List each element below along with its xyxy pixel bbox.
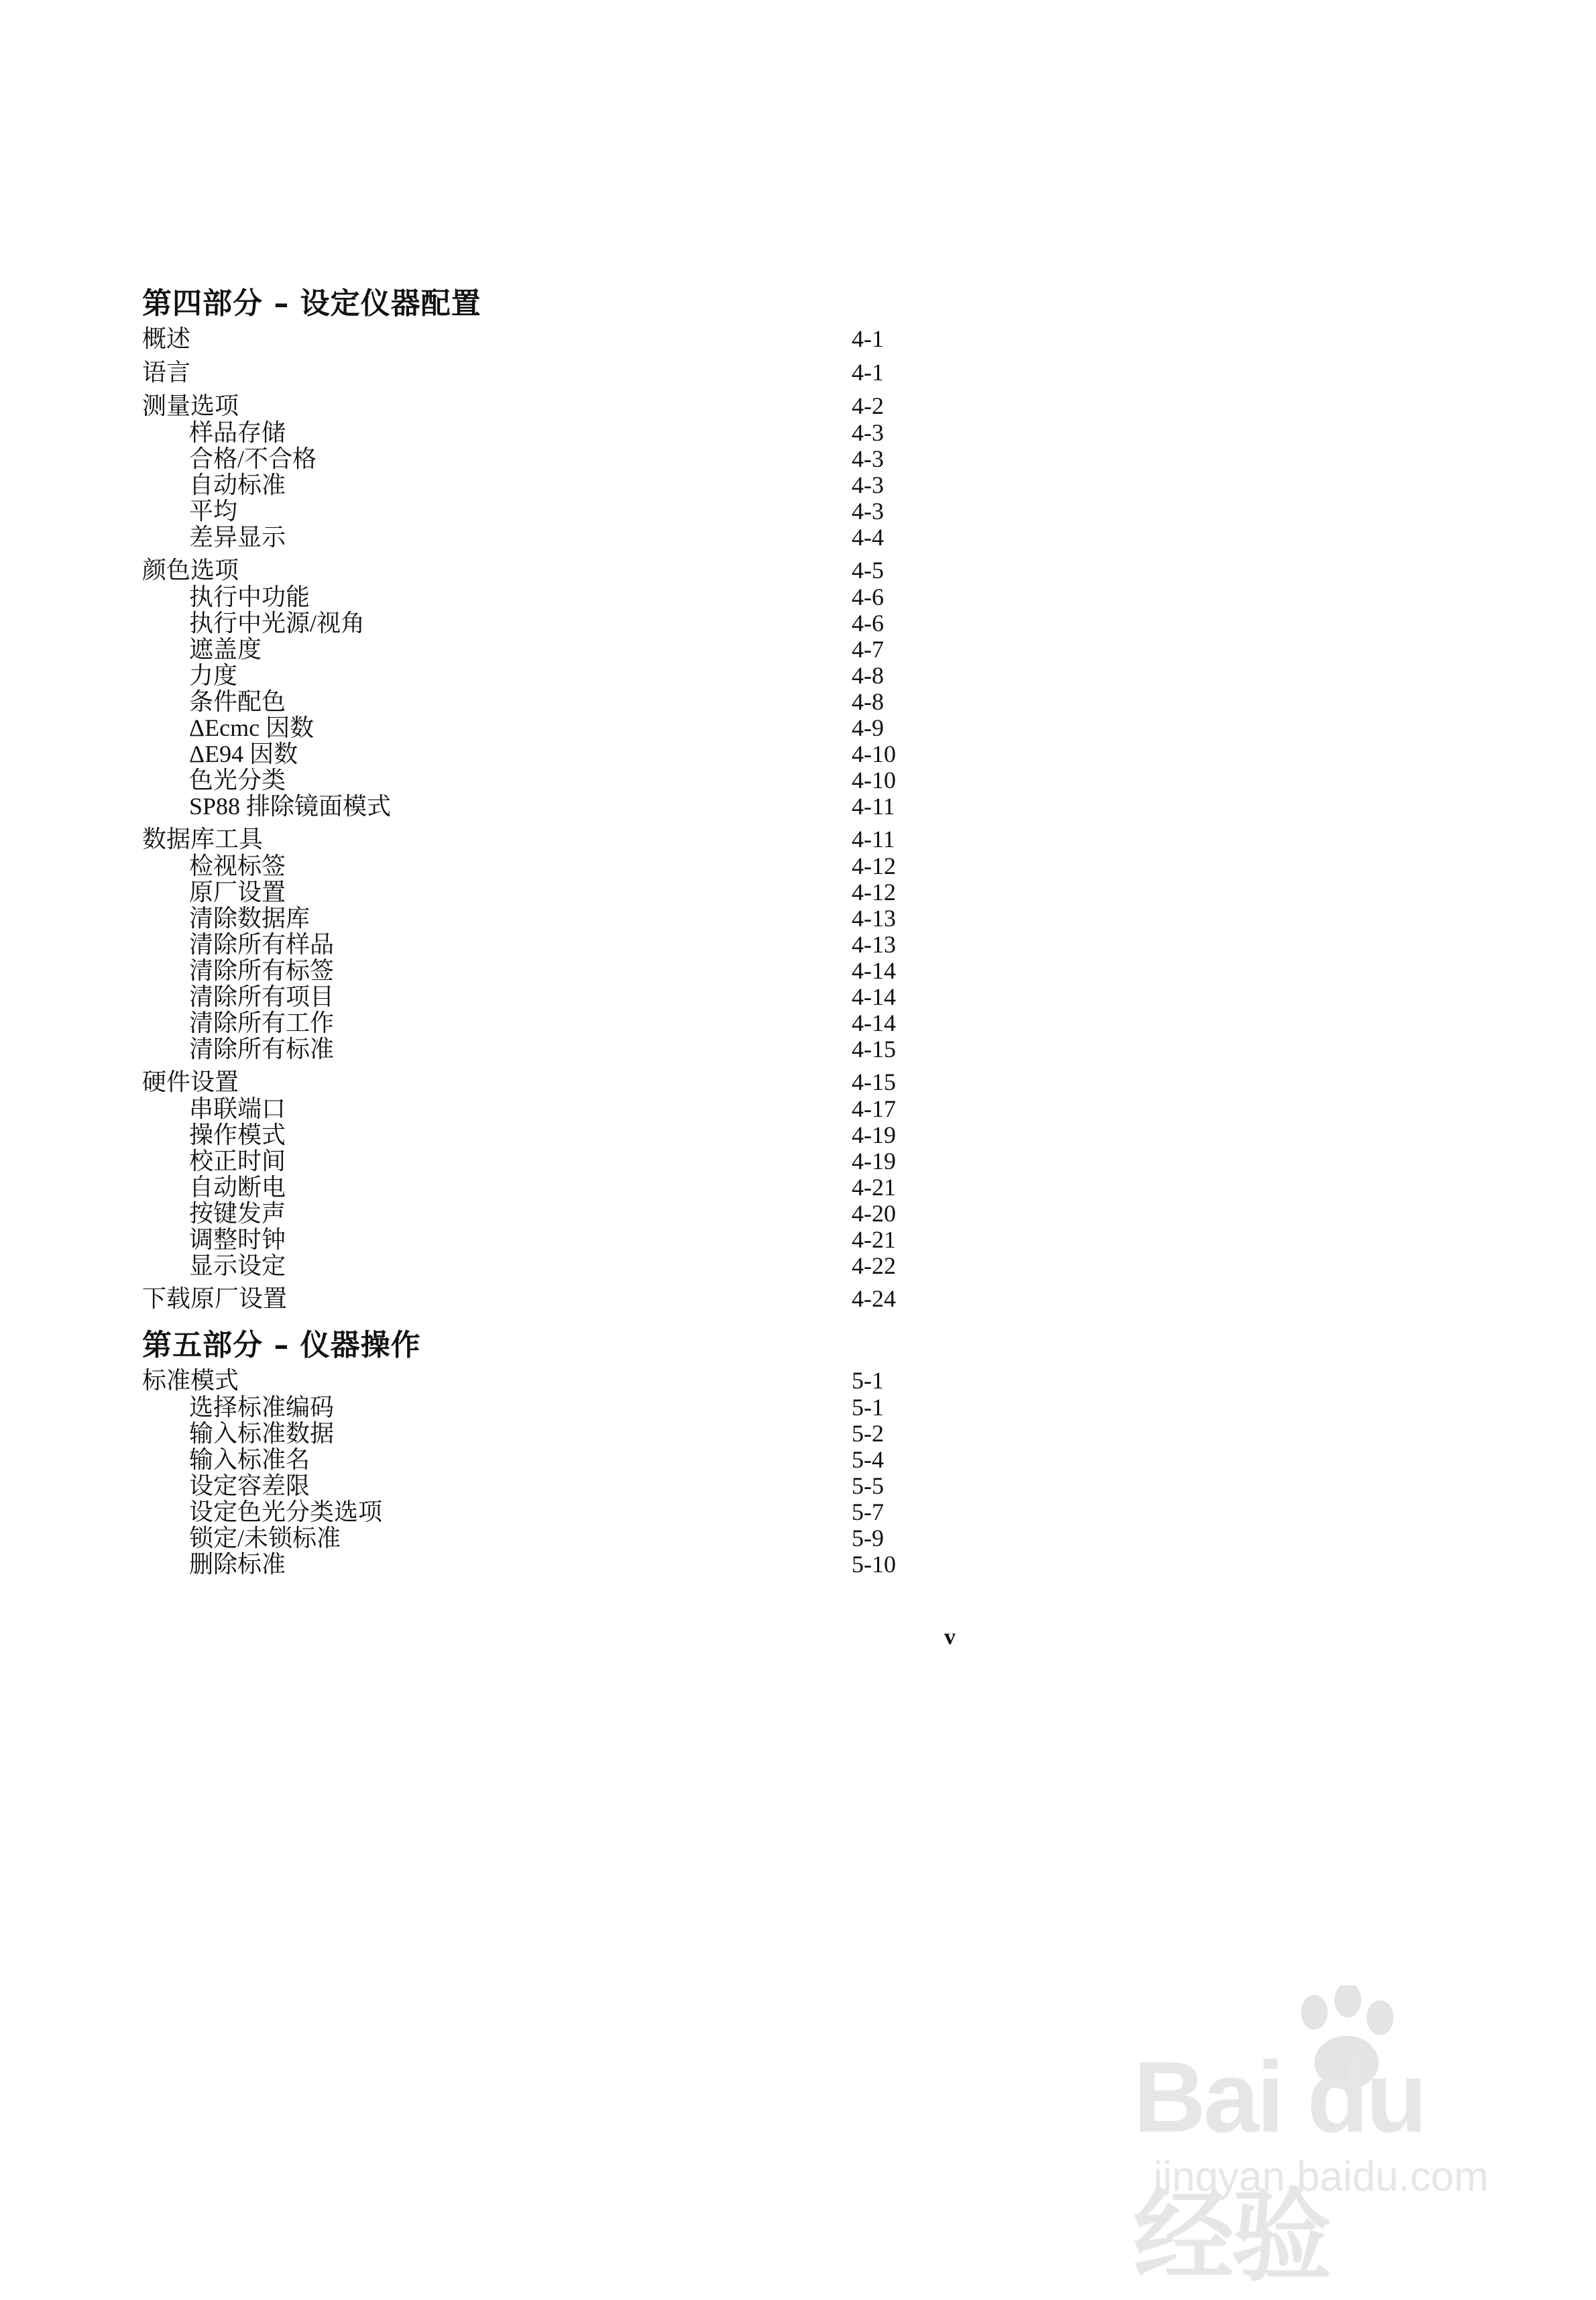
section-4-title: 第四部分 – 设定仪器配置 [142, 286, 481, 321]
toc-entry-label: 条件配色 [189, 688, 286, 715]
toc-entry-label: 输入标准名 [189, 1446, 310, 1473]
toc-entry-label: 自动断电 [189, 1174, 286, 1201]
toc-entry-page: 4-6 [852, 584, 884, 610]
toc-entry-label: 下载原厂设置 [142, 1285, 288, 1312]
toc-entry-page: 4-7 [852, 636, 884, 663]
toc-entry-page: 4-14 [852, 983, 896, 1010]
toc-subentry [142, 932, 913, 958]
toc-entry [142, 1284, 913, 1313]
toc-subentry [142, 1227, 913, 1253]
section-5-title: 第五部分 – 仪器操作 [142, 1328, 421, 1362]
toc-entry-page: 4-3 [852, 419, 884, 446]
toc-entry-page: 4-21 [852, 1174, 896, 1201]
toc-subentry [142, 1253, 913, 1279]
toc-entry-label: 执行中光源/视角 [189, 610, 365, 637]
toc-entry-page: 5-2 [852, 1420, 884, 1447]
toc-entry-page: 5-4 [852, 1446, 884, 1473]
toc-entry-page: 4-12 [852, 853, 896, 879]
toc-entry-page: 4-14 [852, 957, 896, 984]
toc-entry-label: 操作模式 [189, 1121, 286, 1148]
toc-subentry [142, 793, 913, 820]
toc-entry-label: 概述 [142, 325, 191, 352]
toc-subentry [142, 1036, 913, 1062]
toc-entry-page: 5-7 [852, 1498, 884, 1525]
page-number: v [944, 1625, 956, 1649]
toc-entry [142, 556, 913, 584]
toc-entry-page: 4-8 [852, 688, 884, 715]
toc-entry-page: 5-10 [852, 1551, 896, 1578]
toc-entry-page: 4-19 [852, 1121, 896, 1148]
toc-subentry [142, 1499, 913, 1525]
toc-entry-page: 4-10 [852, 767, 896, 793]
toc-entry-page: 4-14 [852, 1009, 896, 1036]
toc-entry-label: 清除数据库 [189, 905, 310, 932]
toc-entry-label: 删除标准 [189, 1551, 286, 1578]
section-5-entries [142, 1366, 913, 1578]
toc-entry-label: 遮盖度 [189, 636, 262, 663]
toc-entry-label: 语言 [142, 359, 191, 386]
toc-entry-page: 4-1 [852, 359, 884, 386]
table-of-contents [142, 283, 913, 1578]
toc-entry-label: 色光分类 [189, 767, 286, 793]
toc-entry-page: 5-5 [852, 1472, 884, 1499]
toc-entry-page: 4-6 [852, 610, 884, 637]
toc-subentry [142, 1010, 913, 1036]
toc-subentry [142, 610, 913, 637]
toc-entry-label: 校正时间 [189, 1148, 286, 1174]
toc-entry-page: 4-3 [852, 445, 884, 472]
toc-subentry [142, 741, 913, 767]
toc-entry-label: 硬件设置 [142, 1069, 239, 1095]
toc-entry-label: 力度 [189, 662, 238, 689]
toc-entry-page: 4-3 [852, 472, 884, 498]
toc-entry-page: 4-1 [852, 325, 884, 352]
toc-entry [142, 1366, 913, 1394]
toc-entry-page: 4-9 [852, 714, 884, 741]
toc-subentry [142, 420, 913, 446]
toc-subentry [142, 446, 913, 472]
toc-entry-label: ΔE94 因数 [189, 741, 298, 767]
toc-entry-label: ΔEcmc 因数 [189, 714, 315, 741]
toc-entry [142, 358, 913, 386]
toc-entry-page: 4-3 [852, 498, 884, 525]
toc-entry-page: 4-21 [852, 1226, 896, 1253]
toc-entry-label: 选择标准编码 [189, 1394, 335, 1421]
toc-subentry [142, 584, 913, 610]
toc-subentry [142, 879, 913, 906]
toc-entry-page: 4-19 [852, 1148, 896, 1174]
toc-subentry [142, 1525, 913, 1551]
toc-entry-label: 清除所有标签 [189, 957, 335, 984]
toc-subentry [142, 1122, 913, 1148]
toc-entry [142, 325, 913, 353]
toc-entry-label: SP88 排除镜面模式 [189, 793, 392, 820]
toc-subentry [142, 853, 913, 879]
toc-subentry [142, 1174, 913, 1201]
toc-entry-label: 按键发声 [189, 1200, 286, 1227]
toc-subentry [142, 498, 913, 525]
toc-subentry [142, 958, 913, 984]
toc-entry-label: 清除所有项目 [189, 983, 335, 1010]
toc-entry-label: 锁定/未锁标准 [189, 1525, 341, 1551]
toc-subentry [142, 1394, 913, 1421]
toc-entry-label: 输入标准数据 [189, 1420, 335, 1447]
toc-entry-page: 4-22 [852, 1252, 896, 1279]
toc-entry-page: 4-15 [852, 1069, 896, 1095]
toc-subentry [142, 767, 913, 793]
toc-subentry [142, 637, 913, 663]
toc-subentry [142, 715, 913, 741]
toc-subentry [142, 525, 913, 551]
toc-entry-page: 4-5 [852, 557, 884, 584]
toc-entry-label: 样品存储 [189, 419, 286, 446]
toc-entry-page: 4-20 [852, 1200, 896, 1227]
toc-entry-label: 检视标签 [189, 853, 286, 879]
toc-subentry [142, 1148, 913, 1174]
toc-entry-page: 4-17 [852, 1095, 896, 1122]
baidu-watermark [1133, 1985, 1509, 2293]
toc-entry-label: 串联端口 [189, 1095, 286, 1122]
toc-subentry [142, 984, 913, 1010]
toc-entry-label: 数据库工具 [142, 826, 264, 853]
toc-subentry [142, 1447, 913, 1473]
toc-subentry [142, 663, 913, 689]
toc-subentry [142, 1473, 913, 1499]
toc-entry-label: 清除所有工作 [189, 1009, 335, 1036]
toc-subentry [142, 1201, 913, 1227]
toc-entry-label: 执行中功能 [189, 584, 310, 610]
toc-entry-label: 合格/不合格 [189, 445, 317, 472]
toc-entry-page: 5-1 [852, 1394, 884, 1421]
toc-entry-page: 4-11 [852, 826, 895, 853]
toc-entry-page: 4-24 [852, 1285, 896, 1312]
toc-entry-label: 显示设定 [189, 1252, 286, 1279]
section-4-entries [142, 325, 913, 1313]
toc-entry-page: 5-1 [852, 1367, 884, 1394]
toc-subentry [142, 689, 913, 715]
toc-entry-page: 4-13 [852, 931, 896, 958]
toc-entry-label: 设定色光分类选项 [189, 1498, 383, 1525]
toc-entry-page: 4-13 [852, 905, 896, 932]
toc-entry-page: 4-10 [852, 741, 896, 767]
toc-entry [142, 1068, 913, 1096]
toc-entry-page: 4-15 [852, 1036, 896, 1062]
toc-entry-label: 原厂设置 [189, 879, 286, 906]
toc-entry-page: 4-4 [852, 524, 884, 551]
toc-subentry [142, 1551, 913, 1578]
watermark-url: jingyan.baidu.com [1153, 2154, 1489, 2200]
toc-entry-page: 4-11 [852, 793, 895, 820]
toc-entry-label: 平均 [189, 498, 238, 525]
toc-entry-label: 差异显示 [189, 524, 286, 551]
toc-subentry [142, 1096, 913, 1122]
toc-entry-page: 4-12 [852, 879, 896, 906]
toc-entry [142, 825, 913, 853]
toc-entry-page: 4-8 [852, 662, 884, 689]
toc-entry-label: 测量选项 [142, 392, 239, 419]
toc-entry [142, 392, 913, 420]
toc-entry-label: 调整时钟 [189, 1226, 286, 1253]
toc-entry-label: 自动标准 [189, 472, 286, 498]
toc-entry-page: 5-9 [852, 1525, 884, 1551]
toc-entry-page: 4-2 [852, 392, 884, 419]
watermark-brand: Bai du 经验 [1133, 2040, 1425, 2293]
toc-entry-label: 标准模式 [142, 1367, 239, 1394]
toc-subentry [142, 906, 913, 932]
toc-subentry [142, 472, 913, 498]
toc-entry-label: 设定容差限 [189, 1472, 310, 1499]
toc-subentry [142, 1421, 913, 1447]
toc-entry-label: 清除所有标准 [189, 1036, 335, 1062]
toc-entry-label: 清除所有样品 [189, 931, 335, 958]
toc-entry-label: 颜色选项 [142, 557, 239, 584]
